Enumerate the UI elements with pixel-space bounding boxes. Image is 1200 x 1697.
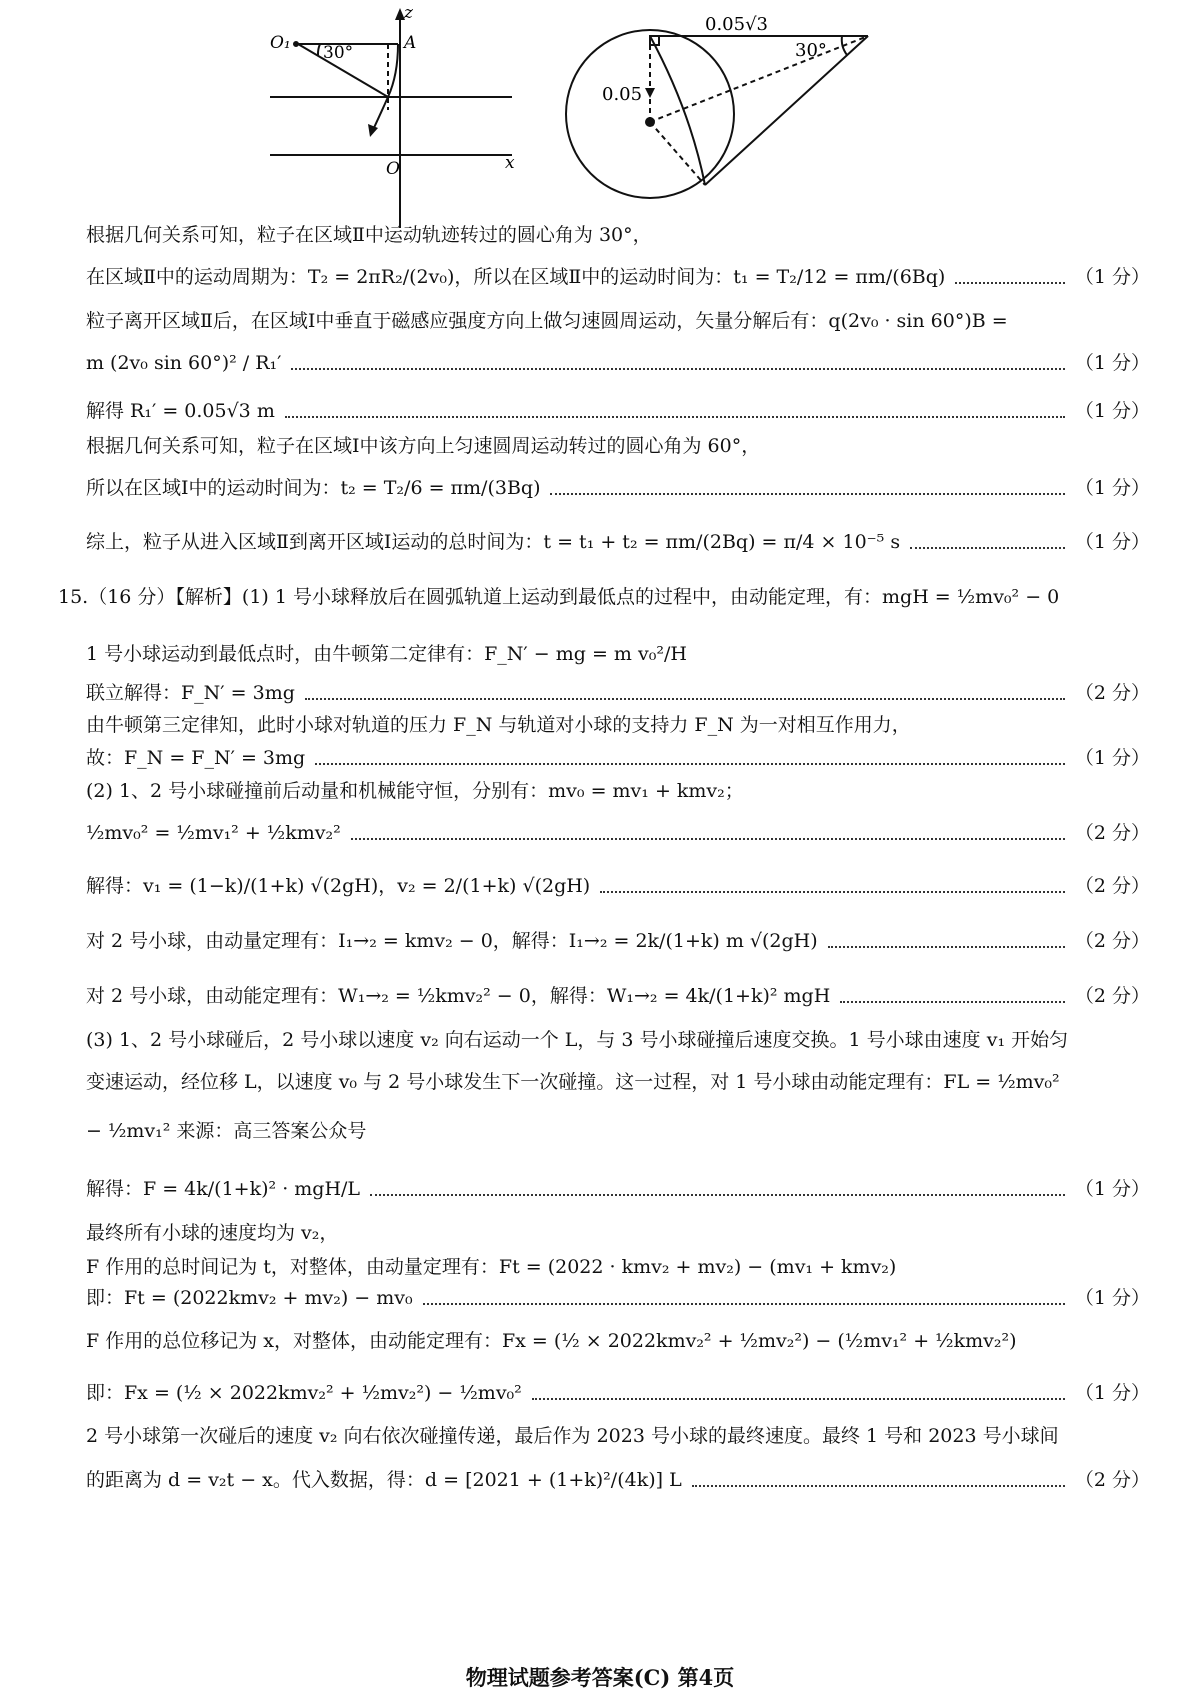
score-label: （2 分） [1074, 682, 1150, 704]
text-line: 解得 R₁′ = 0.05√3 m （1 分） [86, 400, 1150, 422]
score-label: （1 分） [1074, 352, 1150, 374]
page-footer: 物理试题参考答案(C) 第4页 [465, 1665, 735, 1690]
x-axis-label: x [505, 153, 515, 173]
leader-dots [305, 698, 1065, 700]
leader-dots [828, 946, 1065, 948]
text-line: 的距离为 d = v₂t − x。代入数据，得：d = [2021 + (1+k)²/(4k)] L （2 分） [86, 1469, 1150, 1491]
source-note: 来源：高三答案公众号 [176, 1120, 367, 1142]
leader-dots [532, 1398, 1065, 1400]
figure-coordinate-diagram [270, 8, 512, 228]
score-label: （2 分） [1074, 985, 1150, 1007]
leader-dots [550, 493, 1064, 495]
radius-arrow-icon [645, 88, 655, 98]
leader-dots [423, 1303, 1065, 1305]
text-line: 粒子离开区域Ⅱ后，在区域Ⅰ中垂直于磁感应强度方向上做匀速圆周运动，矢量分解后有：q(2v₀ · sin 60°)B = [86, 310, 1008, 332]
angle-arc [318, 44, 320, 55]
leader-dots [285, 416, 1065, 418]
text-line: F 作用的总位移记为 x，对整体，由动能定理有：Fx = (½ × 2022kmv₂² + ½mv₂²) − (½mv₁² + ½kmv₂²) [86, 1330, 1017, 1352]
text-line: 最终所有小球的速度均为 v₂， [86, 1222, 339, 1244]
circle-center-dot [645, 117, 655, 127]
text-line: 变速运动，经位移 L，以速度 v₀ 与 2 号小球发生下一次碰撞。这一过程，对 1 号小球由动能定理有：FL = ½mv₀² [86, 1071, 1060, 1093]
text-line: 根据几何关系可知，粒子在区域Ⅰ中该方向上匀速圆周运动转过的圆心角为 60°， [86, 435, 761, 457]
text-line: − ½mv₁² 来源：高三答案公众号 [86, 1120, 367, 1142]
leader-dots [955, 282, 1065, 284]
trajectory-arrow-icon [368, 124, 378, 137]
text-line: 联立解得：F_N′ = 3mg （2 分） [86, 682, 1150, 704]
trajectory-curve [372, 44, 398, 132]
text-line: 即：Fx = (½ × 2022kmv₂² + ½mv₂²) − ½mv₀² （1 分） [86, 1382, 1150, 1404]
text-line: 故：F_N = F_N′ = 3mg （1 分） [86, 747, 1150, 769]
text-line: 由牛顿第三定律知，此时小球对轨道的压力 F_N 与轨道对小球的支持力 F_N 为一对相互作用力， [86, 714, 911, 736]
angle-label: 30° [323, 43, 354, 63]
score-label: （2 分） [1074, 875, 1150, 897]
leader-dots [600, 891, 1065, 893]
point-o1-dot [294, 42, 298, 46]
text-line: 解得：v₁ = (1−k)/(1+k) √(2gH)，v₂ = 2/(1+k) √(2gH) （2 分） [86, 875, 1150, 897]
text-line: (3) 1、2 号小球碰后，2 号小球以速度 v₂ 向右运动一个 L，与 3 号小球碰撞后速度交换。1 号小球由速度 v₁ 开始匀 [86, 1029, 1069, 1051]
text-line: 综上，粒子从进入区域Ⅱ到离开区域Ⅰ运动的总时间为：t = t₁ + t₂ = πm/(2Bq) = π/4 × 10⁻⁵ s （1 分） [86, 531, 1150, 553]
text-line: 1 号小球运动到最低点时，由牛顿第二定律有：F_N′ − mg = m v₀²/H [86, 643, 687, 665]
text-line: 解得：F = 4k/(1+k)² · mgH/L （1 分） [86, 1178, 1150, 1200]
score-label: （1 分） [1074, 477, 1150, 499]
score-label: （1 分） [1074, 1382, 1150, 1404]
point-o1-label: O₁ [270, 33, 291, 53]
origin-label: O [386, 159, 400, 179]
text-line: 对 2 号小球，由动能定理有：W₁→₂ = ½kmv₂² − 0，解得：W₁→₂ = 4k/(1+k)² mgH （2 分） [86, 985, 1150, 1007]
score-label: （1 分） [1074, 531, 1150, 553]
score-label: （2 分） [1074, 1469, 1150, 1491]
leader-dots [910, 547, 1065, 549]
tangent-bottom [705, 36, 868, 185]
leader-dots [291, 368, 1064, 370]
point-a-label: A [404, 33, 417, 53]
leader-dots [692, 1485, 1065, 1487]
leader-dots [840, 1001, 1065, 1003]
text-line: 2 号小球第一次碰后的速度 v₂ 向右依次碰撞传递，最后作为 2023 号小球的最终速度。最终 1 号和 2023 号小球间 [86, 1425, 1059, 1447]
text-line: F 作用的总时间记为 t，对整体，由动量定理有：Ft = (2022 · kmv₂ + mv₂) − (mv₁ + kmv₂) [86, 1256, 897, 1278]
text-line: (2) 1、2 号小球碰撞前后动量和机械能守恒，分别有：mv₀ = mv₁ + kmv₂； [86, 780, 744, 802]
side-length-label: 0.05 [602, 84, 643, 105]
leader-dots [315, 763, 1065, 765]
text-line: 即：Ft = (2022kmv₂ + mv₂) − mv₀ （1 分） [86, 1287, 1150, 1309]
score-label: （1 分） [1074, 266, 1150, 288]
text-line: 对 2 号小球，由动量定理有：I₁→₂ = kmv₂ − 0，解得：I₁→₂ = 2k/(1+k) m √(2gH) （2 分） [86, 930, 1150, 952]
leader-dots [351, 838, 1065, 840]
question-15-heading: 15.（16 分）【解析】(1) 1 号小球释放后在圆弧轨道上运动到最低点的过程中，由动能定理，有：mgH = ½mv₀² − 0 [58, 586, 1060, 608]
score-label: （2 分） [1074, 822, 1150, 844]
angle-label-2: 30° [795, 40, 827, 61]
score-label: （2 分） [1074, 930, 1150, 952]
z-axis-label: z [404, 3, 413, 23]
score-label: （1 分） [1074, 1287, 1150, 1309]
text-line: 根据几何关系可知，粒子在区域Ⅱ中运动轨迹转过的圆心角为 30°， [86, 224, 652, 246]
text-line: 在区域Ⅱ中的运动周期为：T₂ = 2πR₂/(2v₀)，所以在区域Ⅱ中的运动时间为：t₁ = T₂/12 = πm/(6Bq) （1 分） [86, 266, 1150, 288]
score-label: （1 分） [1074, 400, 1150, 422]
score-label: （1 分） [1074, 1178, 1150, 1200]
figure-area [0, 0, 1200, 240]
text-line: m (2v₀ sin 60°)² / R₁′ （1 分） [86, 352, 1150, 374]
text-line: ½mv₀² = ½mv₁² + ½kmv₂² （2 分） [86, 822, 1150, 844]
score-label: （1 分） [1074, 747, 1150, 769]
leader-dots [370, 1194, 1065, 1196]
text-line: 所以在区域Ⅰ中的运动时间为：t₂ = T₂/6 = πm/(3Bq) （1 分） [86, 477, 1150, 499]
top-length-label: 0.05√3 [705, 14, 768, 35]
